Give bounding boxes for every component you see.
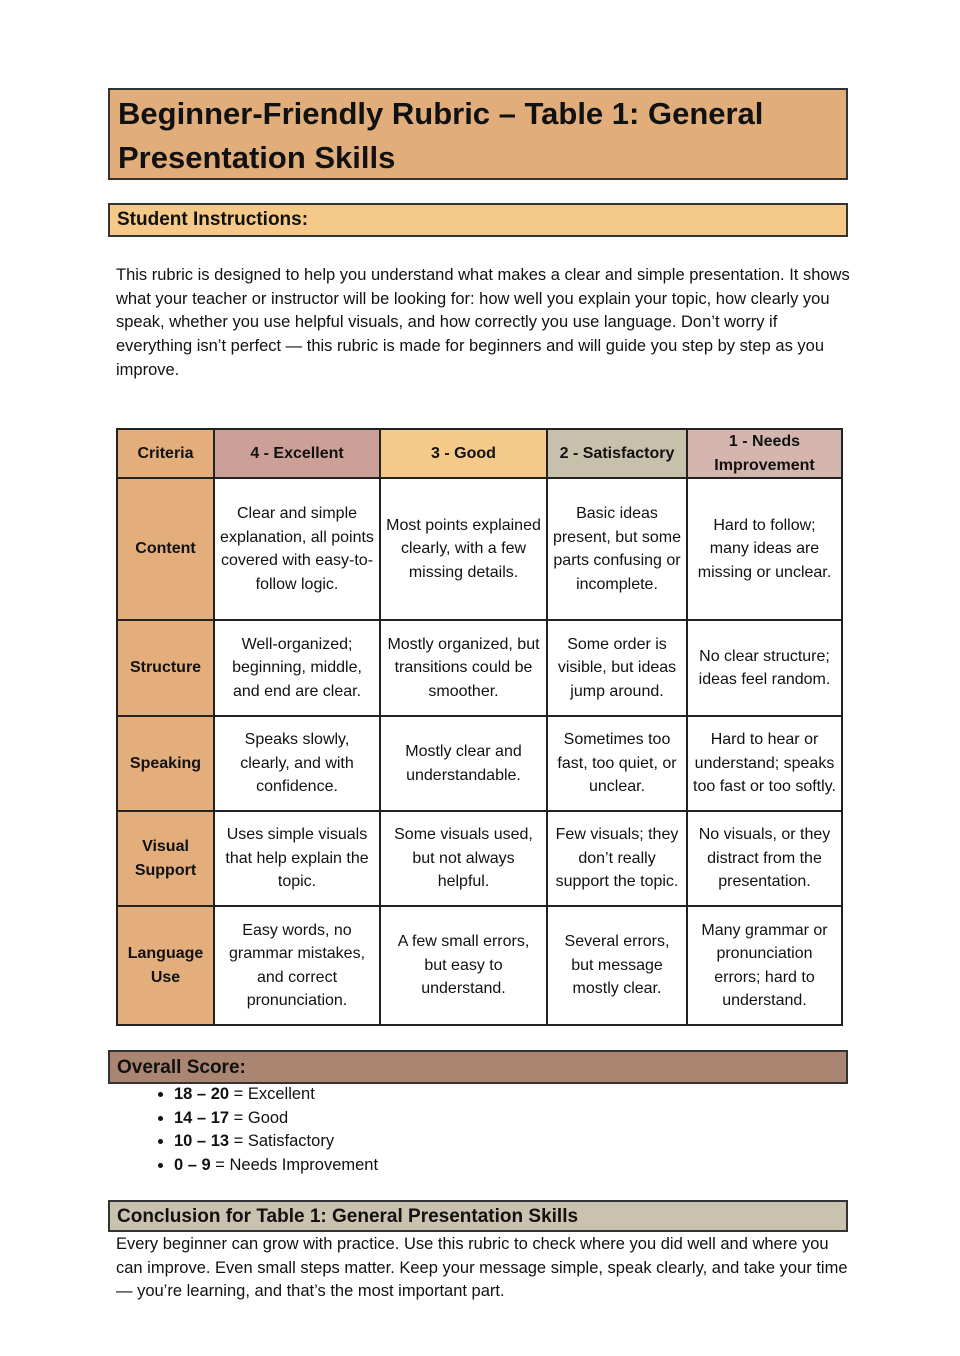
header-excellent: 4 - Excellent [214,429,380,478]
needs-improvement-cell: No visuals, or they distract from the presentation. [687,811,842,906]
satisfactory-cell: Some order is visible, but ideas jump around. [547,620,687,716]
criteria-cell: Visual Support [117,811,214,906]
table-row [117,478,842,620]
table-row [117,620,842,716]
table-row [117,906,842,1025]
conclusion-heading: Conclusion for Table 1: General Presentation Skills [108,1200,848,1232]
score-item [174,1154,378,1178]
instructions-text: This rubric is designed to help you understand what makes a clear and simple presentation. It shows what your teacher or instructor will be looking for: how well you explain your topic, how clearly you speak, whether you use helpful visuals, and how correctly you use language. Don’t worry if everything isn’t perfect — this rubric is made for beginners and will guide you step by step as you improve. [116,266,850,379]
score-item [174,1130,378,1154]
score-item [174,1107,378,1131]
excellent-cell: Easy words, no grammar mistakes, and correct pronunciation. [214,906,380,1025]
conclusion-text: Every beginner can grow with practice. Use this rubric to check where you did well and where you can improve. Even small steps matter. Keep your message simple, speak clearly, and take your time — you’re learning, and that’s the most important part. [116,1235,848,1301]
score-range: 18 – 20 [174,1085,230,1103]
table-row [117,716,842,811]
needs-improvement-cell: Many grammar or pronunciation errors; hard to understand. [687,906,842,1025]
score-range: 0 – 9 [174,1156,211,1175]
needs-improvement-cell: Hard to hear or understand; speaks too fast or too softly. [687,716,842,811]
excellent-cell: Uses simple visuals that help explain the topic. [214,811,380,906]
good-cell: Mostly organized, but transitions could be smoother. [380,620,547,716]
score-label: = Satisfactory [229,1132,335,1151]
score-label: = Good [229,1108,289,1127]
header-good: 3 - Good [380,429,547,478]
score-label: = Needs Improvement [210,1156,379,1175]
header-criteria: Criteria [117,429,214,478]
satisfactory-cell: Basic ideas present, but some parts confusing or incomplete. [547,478,687,620]
header-needs-improvement: 1 - Needs Improvement [687,429,842,478]
criteria-cell: Structure [117,620,214,716]
excellent-cell: Clear and simple explanation, all points covered with easy-to-follow logic. [214,478,380,620]
satisfactory-cell: Several errors, but message mostly clear. [547,906,687,1025]
criteria-cell: Content [117,478,214,620]
good-cell: A few small errors, but easy to understand. [380,906,547,1025]
needs-improvement-cell: No clear structure; ideas feel random. [687,620,842,716]
good-cell: Mostly clear and understandable. [380,716,547,811]
excellent-cell: Well-organized; beginning, middle, and end are clear. [214,620,380,716]
score-range: 10 – 13 [174,1132,230,1151]
criteria-cell: Speaking [117,716,214,811]
criteria-cell: Language Use [117,906,214,1025]
overall-score-heading: Overall Score: [108,1050,848,1084]
score-item [174,1083,378,1107]
table-row [117,811,842,906]
satisfactory-cell: Sometimes too fast, too quiet, or unclear. [547,716,687,811]
needs-improvement-cell: Hard to follow; many ideas are missing or unclear. [687,478,842,620]
score-range: 14 – 17 [174,1108,230,1127]
page-title: Beginner-Friendly Rubric – Table 1: General Presentation Skills [108,88,848,180]
satisfactory-cell: Few visuals; they don’t really support the topic. [547,811,687,906]
rubric-table [116,428,843,1026]
instructions-heading: Student Instructions: [108,203,848,237]
excellent-cell: Speaks slowly, clearly, and with confidence. [214,716,380,811]
score-label: = Excellent [229,1085,315,1103]
score-list [140,1083,378,1178]
good-cell: Some visuals used, but not always helpful. [380,811,547,906]
header-satisfactory: 2 - Satisfactory [547,429,687,478]
good-cell: Most points explained clearly, with a few missing details. [380,478,547,620]
table-header-row [117,429,842,478]
